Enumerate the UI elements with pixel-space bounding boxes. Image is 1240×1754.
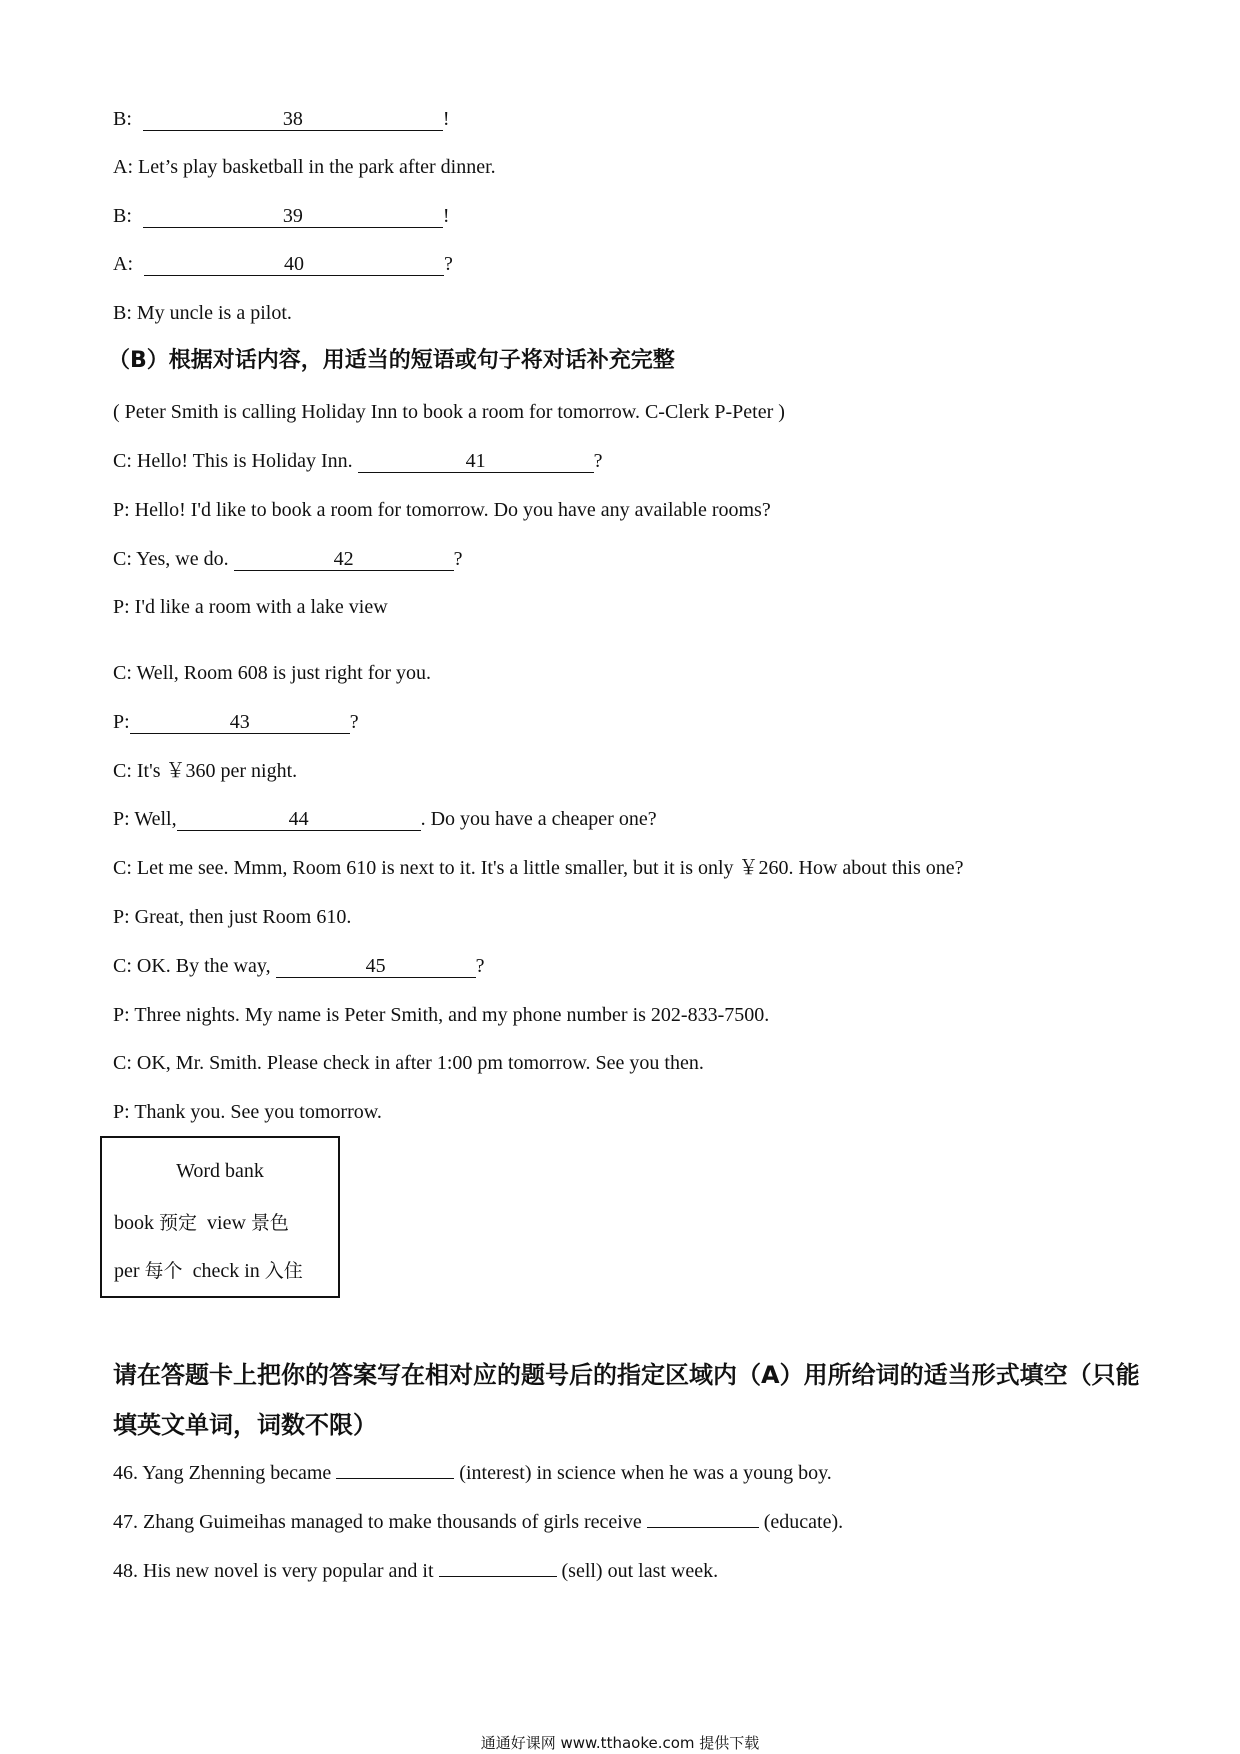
dialogue-line: P: Thank you. See you tomorrow. xyxy=(113,1101,382,1123)
answer-blank-43[interactable] xyxy=(130,711,350,734)
answer-blank-38[interactable] xyxy=(143,108,443,131)
blank-number: 43 xyxy=(229,711,250,733)
dialogue-line: P: I'd like a room with a lake view xyxy=(113,596,388,618)
blank-number: 38 xyxy=(282,108,303,130)
blank-number: 40 xyxy=(284,253,304,275)
dialogue-line: C: Let me see. Mmm, Room 610 is next to it. It's a little smaller, but it is only ￥260. How about this one? xyxy=(113,857,964,879)
blank-number: 41 xyxy=(465,450,486,472)
word-bank-word: view xyxy=(207,1212,246,1234)
line-text: . Do you have a cheaper one? xyxy=(420,808,657,830)
page-footer: 通通好课网 www.tthaoke.com 提供下载 xyxy=(480,1734,760,1752)
line-end-punct: ? xyxy=(593,450,603,472)
section-b-heading: （B）根据对话内容，用适当的短语或句子将对话补充完整 xyxy=(108,348,675,373)
line-end-punct: ? xyxy=(444,253,453,275)
answer-blank-40[interactable] xyxy=(144,253,444,276)
line-text: C: Yes, we do. xyxy=(113,548,234,570)
blank-number: 39 xyxy=(282,205,303,227)
context-line: ( Peter Smith is calling Holiday Inn to book a room for tomorrow. C-Clerk P-Peter ) xyxy=(113,401,785,423)
blank-number: 45 xyxy=(365,955,386,977)
question-46 xyxy=(113,1458,832,1486)
dialogue-line-45 xyxy=(113,953,484,979)
word-bank-gloss: 景色 xyxy=(250,1212,289,1234)
dialogue-line: C: It's ￥360 per night. xyxy=(113,760,298,782)
answer-blank-45[interactable] xyxy=(276,955,476,978)
dialogue-line-44 xyxy=(113,806,657,832)
speaker-label: B: xyxy=(113,205,132,227)
dialogue-line: P: Great, then just Room 610. xyxy=(113,906,352,928)
line-text: P: Well, xyxy=(113,808,177,830)
answer-blank-46[interactable] xyxy=(336,1458,454,1479)
blank-number: 42 xyxy=(333,548,354,570)
word-bank-row xyxy=(114,1256,303,1283)
speaker-label: B: xyxy=(113,108,132,130)
word-bank-title: Word bank xyxy=(176,1160,264,1182)
dialogue-line: P: Three nights. My name is Peter Smith, and my phone number is 202-833-7500. xyxy=(113,1004,770,1026)
line-end-punct: ! xyxy=(442,108,450,130)
dialogue-line-41 xyxy=(113,448,603,474)
line-end-punct: ? xyxy=(349,711,359,733)
dialogue-line: A: Let’s play basketball in the park after dinner. xyxy=(113,156,496,178)
dialogue-line-39 xyxy=(113,203,450,229)
blank-number: 44 xyxy=(288,808,309,830)
line-text: P: xyxy=(113,711,130,733)
dialogue-line: B: My uncle is a pilot. xyxy=(113,302,292,324)
question-48 xyxy=(113,1556,718,1584)
dialogue-line: P: Hello! I'd like to book a room for tomorrow. Do you have any available rooms? xyxy=(113,499,771,521)
word-bank-word: check in xyxy=(192,1260,260,1282)
dialogue-line-43 xyxy=(113,709,359,735)
line-text: C: Hello! This is Holiday Inn. xyxy=(113,450,358,472)
word-bank-row xyxy=(114,1208,289,1235)
question-text: 48. His new novel is very popular and it xyxy=(113,1560,439,1582)
word-bank-box xyxy=(100,1136,340,1298)
answer-blank-39[interactable] xyxy=(143,205,443,228)
word-bank-gloss: 入住 xyxy=(264,1260,303,1282)
section-instruction: 请在答题卡上把你的答案写在相对应的题号后的指定区域内（A）用所给词的适当形式填空（只能填英文单词，词数不限） xyxy=(113,1361,1140,1439)
answer-blank-41[interactable] xyxy=(358,450,594,473)
word-bank-gloss: 每个 xyxy=(144,1260,183,1282)
question-text: 46. Yang Zhenning became xyxy=(113,1462,337,1484)
speaker-label: A: xyxy=(113,253,133,275)
question-text: 47. Zhang Guimeihas managed to make thousands of girls receive xyxy=(113,1511,647,1533)
line-end-punct: ? xyxy=(453,548,463,570)
answer-blank-48[interactable] xyxy=(439,1556,557,1577)
dialogue-line: C: OK, Mr. Smith. Please check in after 1:00 pm tomorrow. See you then. xyxy=(113,1052,704,1074)
line-end-punct: ? xyxy=(475,955,485,977)
answer-blank-44[interactable] xyxy=(177,808,421,831)
dialogue-line: C: Well, Room 608 is just right for you. xyxy=(113,662,432,684)
word-bank-word: per xyxy=(114,1260,140,1282)
dialogue-line-40 xyxy=(113,251,453,277)
question-text: (sell) out last week. xyxy=(556,1560,719,1582)
line-end-punct: ! xyxy=(442,205,450,227)
dialogue-line-42 xyxy=(113,546,462,572)
answer-blank-42[interactable] xyxy=(234,548,454,571)
question-47 xyxy=(113,1507,843,1535)
question-text: (educate). xyxy=(758,1511,844,1533)
word-bank-gloss: 预定 xyxy=(159,1212,198,1234)
answer-blank-47[interactable] xyxy=(647,1507,759,1528)
line-text: C: OK. By the way, xyxy=(113,955,276,977)
word-bank-word: book xyxy=(114,1212,154,1234)
dialogue-line-38 xyxy=(113,106,450,132)
question-text: (interest) in science when he was a young boy. xyxy=(454,1462,832,1484)
